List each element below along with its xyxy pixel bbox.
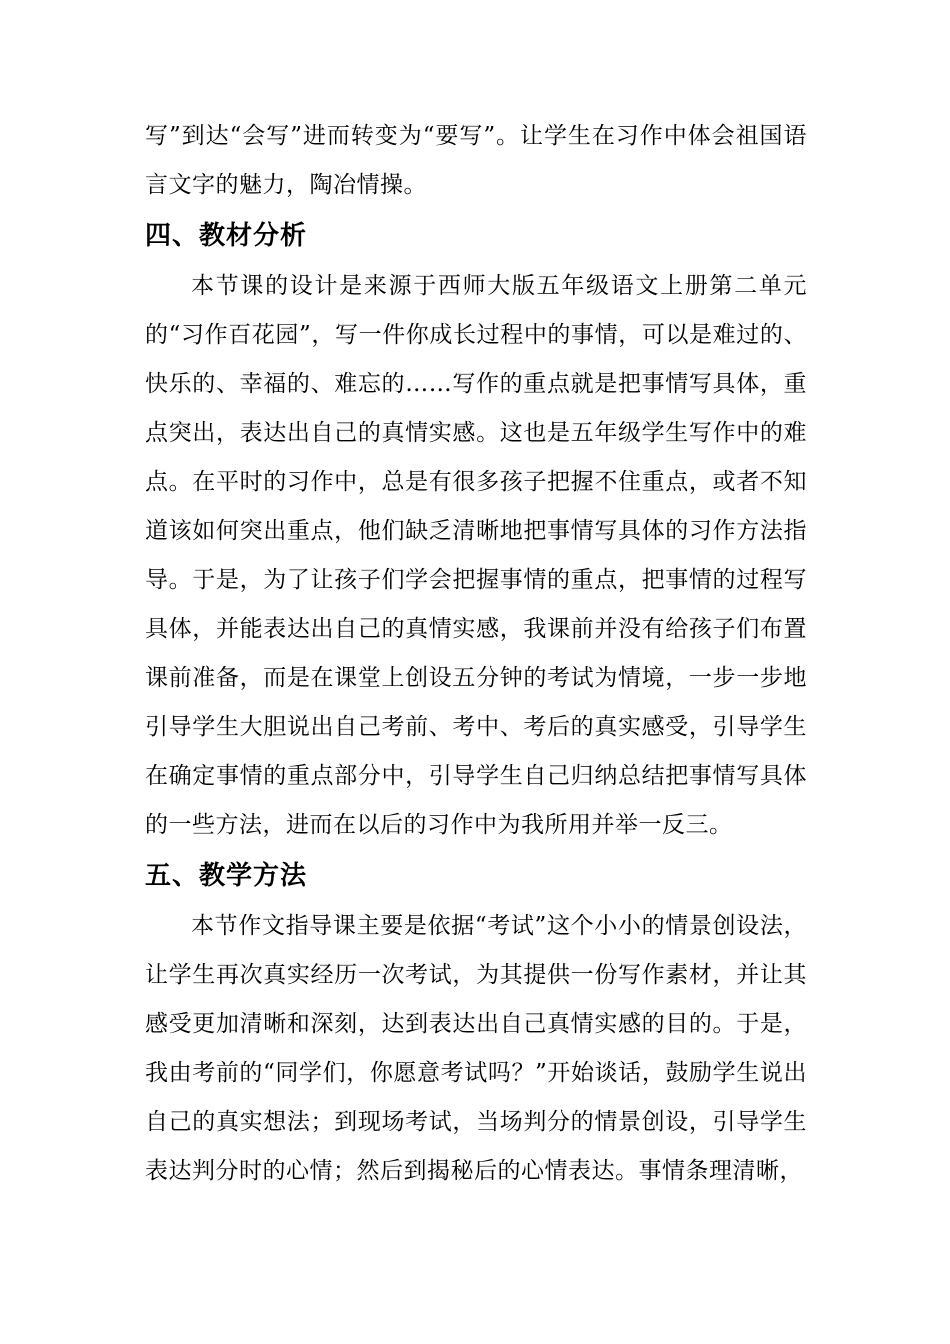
teaching-method-paragraph: 本节作文指导课主要是依据“考试”这个小小的情景创设法，让学生再次真实经历一次考试，为其提供一份写作素材，并让其感受更加清晰和深刻，达到表达出自己真情实感的目的。于是，我由考前的“同学们，你愿意考试吗？”开始谈话，鼓励学生说出自己的真实想法；到现场考试，当场判分的情景创设，引导学生表达判分时的心情；然后到揭秘后的心情表达。事情条理清晰，: [145, 913, 807, 1184]
section-heading-textbook-analysis: 四、教材分析: [145, 221, 308, 251]
intro-paragraph: 写”到达“会写”进而转变为“要写”。让学生在习作中体会祖国语言文字的魅力，陶冶情操。: [145, 123, 807, 198]
textbook-analysis-paragraph: 本节课的设计是来源于西师大版五年级语文上册第二单元的“习作百花园”，写一件你成长过程中的事情，可以是难过的、快乐的、幸福的、难忘的……写作的重点就是把事情写具体，重点突出，表达出自己的真情实感。这也是五年级学生写作中的难点。在平时的习作中，总是有很多孩子把握不住重点，或者不知道该如何突出重点，他们缺乏清晰地把事情写具体的习作方法指导。于是，为了让孩子们学会把握事情的重点，把事情的过程写具体，并能表达出自己的真情实感，我课前并没有给孩子们布置课前准备，而是在课堂上创设五分钟的考试为情境，一步一步地引导学生大胆说出自己考前、考中、考后的真实感受，引导学生在确定事情的重点部分中，引导学生自己归纳总结把事情写具体的一些方法，进而在以后的习作中为我所用并举一反三。: [145, 273, 807, 838]
document-body: [145, 112, 807, 1196]
section-heading-teaching-method: 五、教学方法: [145, 861, 308, 891]
